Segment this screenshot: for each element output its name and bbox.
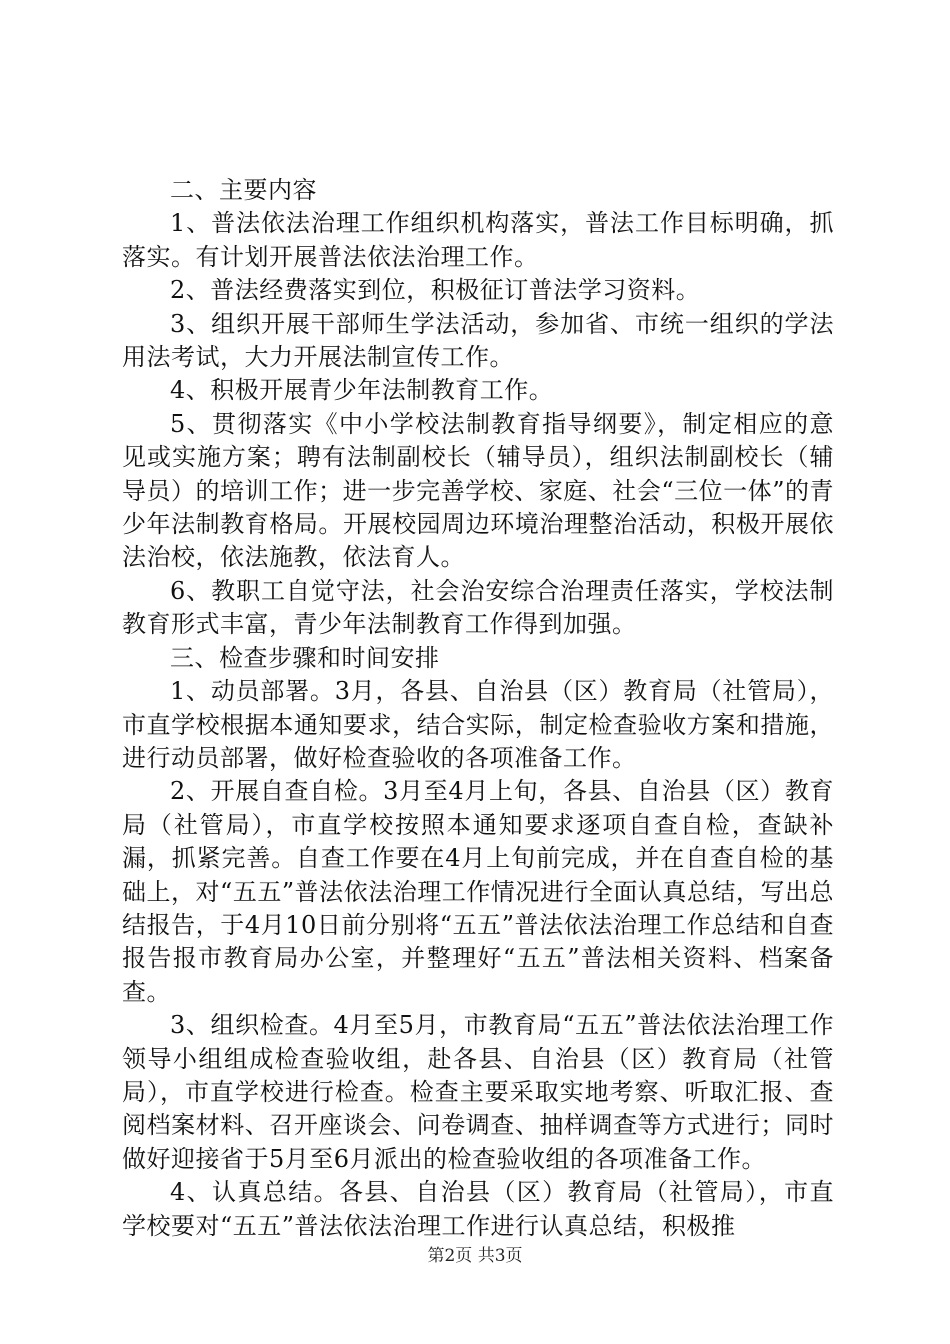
section-heading-main-content: 二、主要内容 <box>170 176 317 204</box>
paragraph-item-6: 6、教职工自觉守法，社会治安综合治理责任落实，学校法制教育形式丰富，青少年法制教育工作得到加强。 <box>122 576 834 639</box>
paragraph-item-2: 2、普法经费落实到位，积极征订普法学习资料。 <box>170 276 701 305</box>
paragraph-step-4: 4、认真总结。各县、自治县（区）教育局（社管局），市直学校要对“五五”普法依法治理工作进行认真总结，积极推 <box>122 1178 834 1240</box>
paragraph-item-3: 3、组织开展干部师生学法活动，参加省、市统一组织的学法用法考试，大力开展法制宣传工作。 <box>122 309 834 372</box>
paragraph-item-5: 5、贯彻落实《中小学校法制教育指导纲要》，制定相应的意见或实施方案；聘有法制副校长（辅导员），组织法制副校长（辅导员）的培训工作；进一步完善学校、家庭、社会“三位一体”的青少年法制教育格局。开展校园周边环境治理整治活动，积极开展依法治校，依法施教，依法育人。 <box>122 409 834 572</box>
paragraph-step-3: 3、组织检查。4月至5月，市教育局“五五”普法依法治理工作领导小组组成检查验收组，赴各县、自治县（区）教育局（社管局），市直学校进行检查。检查主要采取实地考察、听取汇报、查阅档案材料、召开座谈会、问卷调查、抽样调查等方式进行；同时做好迎接省于5月至6月派出的检查验收组的各项准备工作。 <box>122 1011 834 1173</box>
paragraph-step-2: 2、开展自查自检。3月至4月上旬，各县、自治县（区）教育局（社管局），市直学校按照本通知要求逐项自查自检，查缺补漏，抓紧完善。自查工作要在4月上旬前完成，并在自查自检的基础上，对“五五”普法依法治理工作情况进行全面认真总结，写出总结报告，于4月10日前分别将“五五”普法依法治理工作总结和自查报告报市教育局办公室，并整理好“五五”普法相关资料、档案备查。 <box>122 777 834 1006</box>
document-body <box>122 174 834 1243</box>
paragraph-item-1: 1、普法依法治理工作组织机构落实，普法工作目标明确，抓落实。有计划开展普法依法治理工作。 <box>122 209 834 271</box>
page-number-footer: 第2页 共3页 <box>427 1246 523 1266</box>
paragraph-item-4: 4、积极开展青少年法制教育工作。 <box>170 376 554 405</box>
section-heading-schedule: 三、检查步骤和时间安排 <box>170 643 440 672</box>
paragraph-step-1: 1、动员部署。3月，各县、自治县（区）教育局（社管局），市直学校根据本通知要求，结合实际，制定检查验收方案和措施，进行动员部署，做好检查验收的各项准备工作。 <box>122 677 834 772</box>
